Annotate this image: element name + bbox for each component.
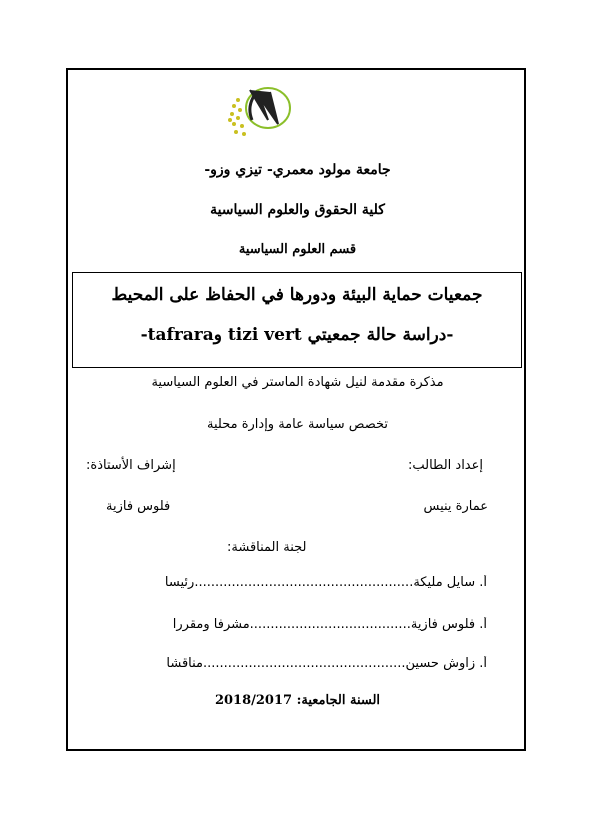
faculty-name: كلية الحقوق والعلوم السياسية xyxy=(210,202,385,218)
department-name: قسم العلوم السياسية xyxy=(238,242,357,257)
thesis-title: جمعيات حماية البيئة ودورها في الحفاظ على المحيط xyxy=(111,285,483,305)
university-logo-icon xyxy=(220,80,295,145)
dot-leader: ..................................................... xyxy=(194,575,414,590)
member-role: رئيسا xyxy=(164,575,195,590)
committee-member xyxy=(77,656,487,671)
dot-leader: ................................................. xyxy=(203,656,406,671)
member-name: أ. فلوس فازية xyxy=(410,617,487,632)
committee-member xyxy=(77,617,487,632)
academic-year xyxy=(0,693,595,708)
supervisor-name: فلوس فازية xyxy=(106,499,171,514)
member-role: مناقشا xyxy=(166,656,204,671)
dot-leader: ....................................... xyxy=(249,617,411,632)
university-name: جامعة مولود معمري- تيزي وزو- xyxy=(204,162,391,178)
member-name: أ. سايل مليكة xyxy=(413,575,487,590)
academic-year-label: السنة الجامعية: xyxy=(296,693,381,708)
student-name: عمارة ينيس xyxy=(423,499,488,514)
specialization: تخصص سياسة عامة وإدارة محلية xyxy=(207,417,388,432)
prepared-by-label: إعداد الطالب: xyxy=(407,458,483,473)
member-name: أ. زاوش حسين xyxy=(405,656,487,671)
thesis-title-box xyxy=(72,272,522,368)
committee-label: لجنة المناقشة: xyxy=(227,540,307,555)
committee-member xyxy=(77,575,487,590)
supervision-label: إشراف الأستاذة: xyxy=(86,458,176,473)
thesis-subtitle: -دراسة حالة جمعيتي tizi vert وtafrara- xyxy=(140,325,454,345)
academic-year-value: 2018/2017 xyxy=(214,693,293,708)
memo-purpose: مذكرة مقدمة لنيل شهادة الماستر في العلوم السياسية xyxy=(151,375,444,390)
member-role: مشرفا ومقررا xyxy=(172,617,250,632)
